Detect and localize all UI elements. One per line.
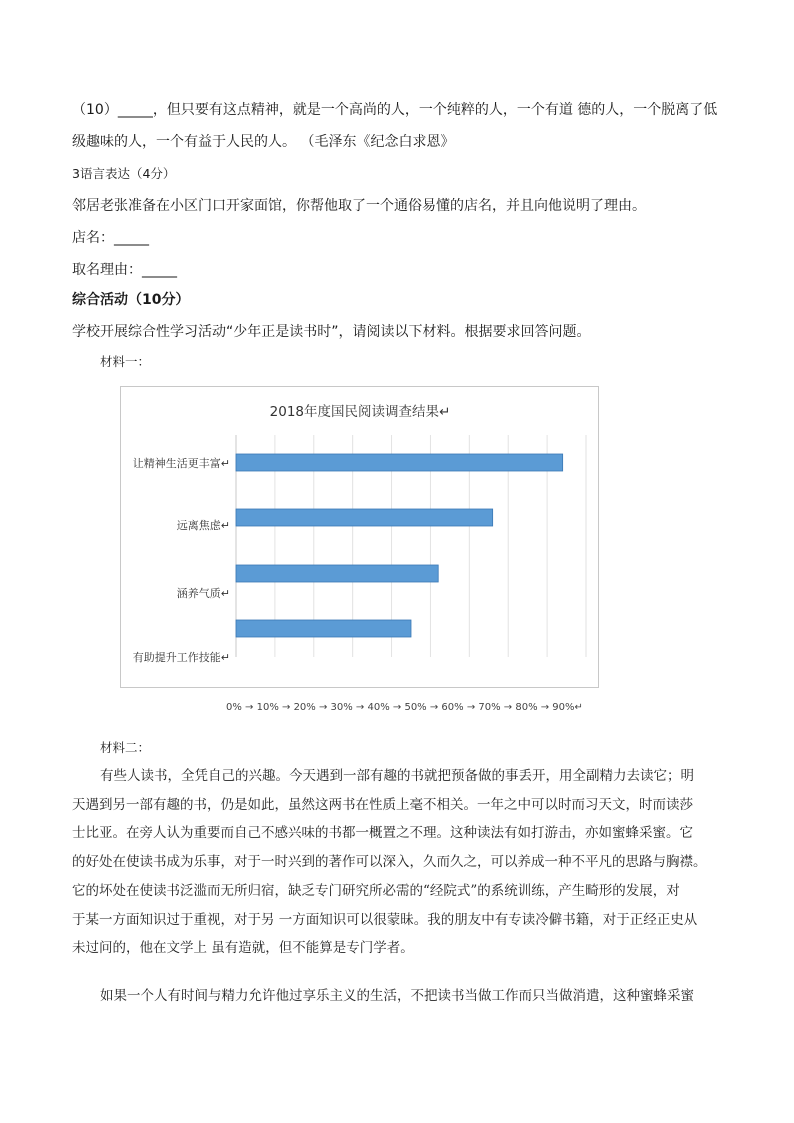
reason-blank: 取名理由：_____ [72, 262, 177, 278]
bar [236, 565, 438, 582]
paragraph-line: 它的坏处在使读书泛滥而无所归宿，缺乏专门研究所必需的“经院式”的系统训练，产生畸形的发展，对 [72, 882, 680, 899]
activity-prompt: 学校开展综合性学习活动“少年正是读书时”，请阅读以下材料。根据要求回答问题。 [72, 324, 591, 340]
bar [236, 620, 411, 637]
paragraph-line: 士比亚。在旁人认为重要而自己不感兴味的书都一概置之不理。这种读法有如打游击，亦如蜜蜂采蜜。它 [72, 825, 693, 842]
reading-survey-chart [120, 386, 599, 688]
paragraph-line: 有些人读书，全凭自己的兴趣。今天遇到一部有趣的书就把预备做的事丢开，用全副精力去读它；明 [100, 768, 694, 784]
paragraph-line: 如果一个人有时间与精力允许他过享乐主义的生活，不把读书当做工作而只当做消遣，这种蜜蜂采蜜 [100, 988, 694, 1004]
paragraph-line: 于某一方面知识过于重视，对于另 一方面知识可以很蒙昧。我的朋友中有专读冷僻书籍，对于正经正史从 [72, 911, 698, 928]
category-label: 让精神生活更丰富↵ [132, 457, 230, 470]
question-10-line-2: 级趣味的人，一个有益于人民的人。 （毛泽东《纪念白求恩》 [72, 134, 455, 150]
category-label: 远离焦虑↵ [176, 519, 230, 532]
material-2-label: 材料二： [100, 740, 151, 755]
paragraph-line: 未过问的，他在文学上 虽有造就，但不能算是专门学者。 [72, 940, 414, 957]
category-label: 涵养气质↵ [176, 587, 230, 600]
section-3-prompt: 邻居老张准备在小区门口开家面馆，你帮他取了一个通俗易懂的店名，并且向他说明了理由。 [72, 198, 646, 214]
shop-name-blank: 店名：_____ [72, 230, 149, 246]
paragraph-line: 天遇到另一部有趣的书，仍是如此，虽然这两书在性质上毫不相关。一年之中可以时而习天文，时而读莎 [72, 796, 693, 813]
paragraph-line: 的好处在使读书成为乐事，对于一时兴到的著作可以深入，久而久之，可以养成一种不平凡的思路与胸襟。 [72, 854, 707, 871]
section-3-heading: 3语言表达（4分） [72, 166, 176, 181]
bar [236, 509, 493, 526]
material-1-label: 材料一： [100, 354, 151, 369]
category-label: 有助提升工作技能↵ [132, 651, 230, 664]
chart-canvas [121, 387, 600, 689]
question-10-line-1: （10）_____，但只要有这点精神，就是一个高尚的人，一个纯粹的人，一个有道 德的人，一个脱离了低 [72, 102, 718, 118]
chart-title: 2018年度国民阅读调查结果↵ [269, 404, 451, 420]
bar [236, 454, 563, 471]
x-axis-tick-labels: 0% → 10% → 20% → 30% → 40% → 50% → 60% → 70% → 80% → 90%↵ [226, 702, 583, 713]
activity-heading: 综合活动（10分） [72, 292, 190, 308]
